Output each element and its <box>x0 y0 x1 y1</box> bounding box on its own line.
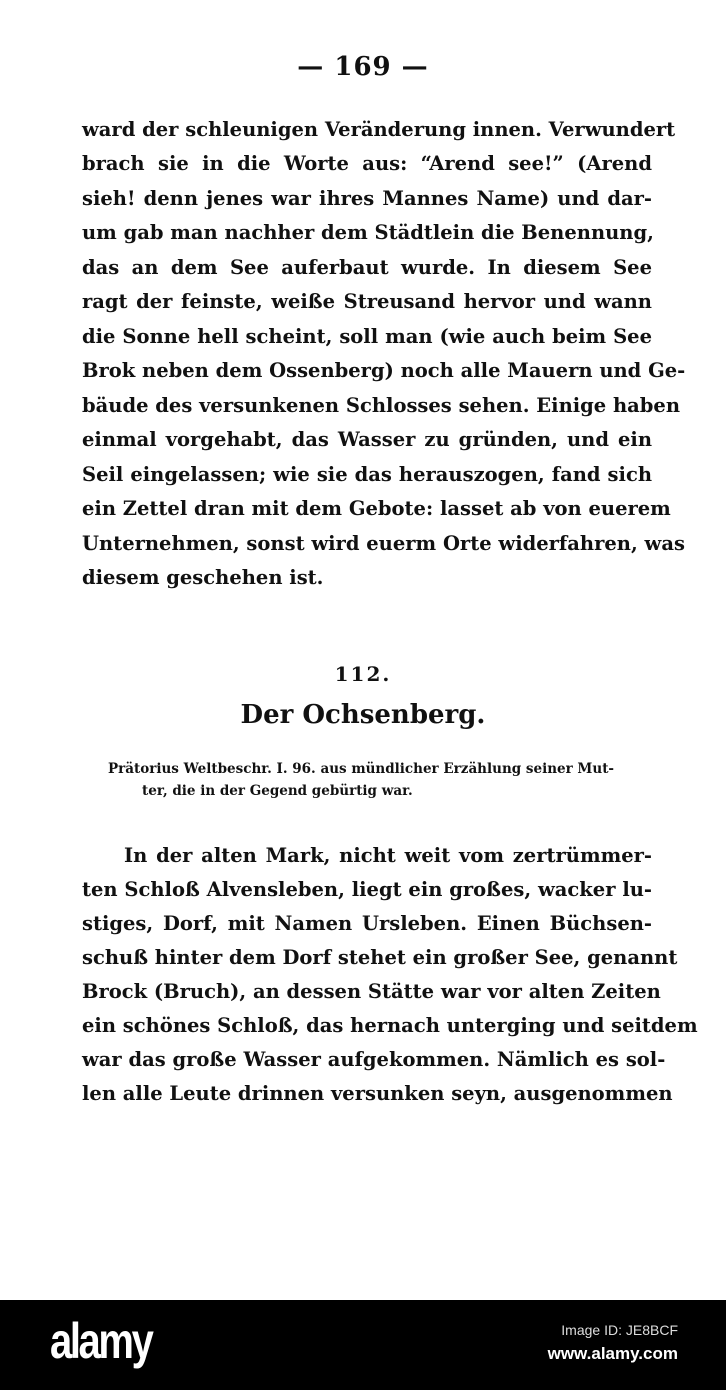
text-line: diesem geschehen ist. <box>82 566 324 589</box>
text-line: um gab man nachher dem Städtlein die Benennung, <box>82 221 654 244</box>
text-line: schuß hinter dem Dorf stehet ein großer See, genannt <box>82 946 678 969</box>
text-line: len alle Leute drinnen versunken seyn, ausgenommen <box>82 1082 673 1105</box>
text-line: brach sie in die Worte aus: “Arend see!” (Arend <box>82 152 652 175</box>
text-line: In der alten Mark, nicht weit vom zertrümmer- <box>124 844 652 867</box>
section-title: Der Ochsenberg. <box>240 700 486 730</box>
text-line: sieh! denn jenes war ihres Mannes Name) und dar- <box>82 187 652 210</box>
citation-line: ter, die in der Gegend gebürtig war. <box>142 783 413 799</box>
text-line: bäude des versunkenen Schlosses sehen. Einige haben <box>82 394 681 417</box>
text-line: stiges, Dorf, mit Namen Ursleben. Einen Büchsen- <box>82 912 652 935</box>
text-line: einmal vorgehabt, das Wasser zu gründen, und ein <box>82 428 652 451</box>
text-line: Unternehmen, sonst wird euerm Orte widerfahren, was <box>82 532 685 555</box>
text-line: Brock (Bruch), an dessen Stätte war vor alten Zeiten <box>82 980 661 1003</box>
text-line: ward der schleunigen Veränderung innen. Verwundert <box>82 118 676 141</box>
citation-line: Prätorius Weltbeschr. I. 96. aus mündlicher Erzählung seiner Mut- <box>108 761 615 777</box>
section-number: 112. <box>334 662 392 686</box>
image-id: Image ID: JE8BCF <box>561 1322 678 1338</box>
text-line: war das große Wasser aufgekommen. Nämlich es sol- <box>82 1048 666 1071</box>
website-url: www.alamy.com <box>547 1344 678 1363</box>
text-line: ten Schloß Alvensleben, liegt ein großes, wacker lu- <box>82 878 652 901</box>
text-line: das an dem See auferbaut wurde. In diesem See <box>82 256 652 279</box>
text-line: ragt der feinste, weiße Streusand hervor und wann <box>82 290 652 313</box>
watermark-footer <box>0 1300 726 1390</box>
text-line: ein schönes Schloß, das hernach unterging und seitdem <box>82 1014 698 1037</box>
alamy-logo: alamy <box>50 1313 152 1369</box>
text-line: die Sonne hell scheint, soll man (wie auch beim See <box>82 325 652 348</box>
text-line: Brok neben dem Ossenberg) noch alle Mauern und Ge- <box>82 359 686 382</box>
page-number: — 169 — <box>297 52 429 82</box>
text-line: Seil eingelassen; wie sie das herauszogen, fand sich <box>82 463 652 486</box>
text-line: ein Zettel dran mit dem Gebote: lasset ab von euerem <box>82 497 671 520</box>
